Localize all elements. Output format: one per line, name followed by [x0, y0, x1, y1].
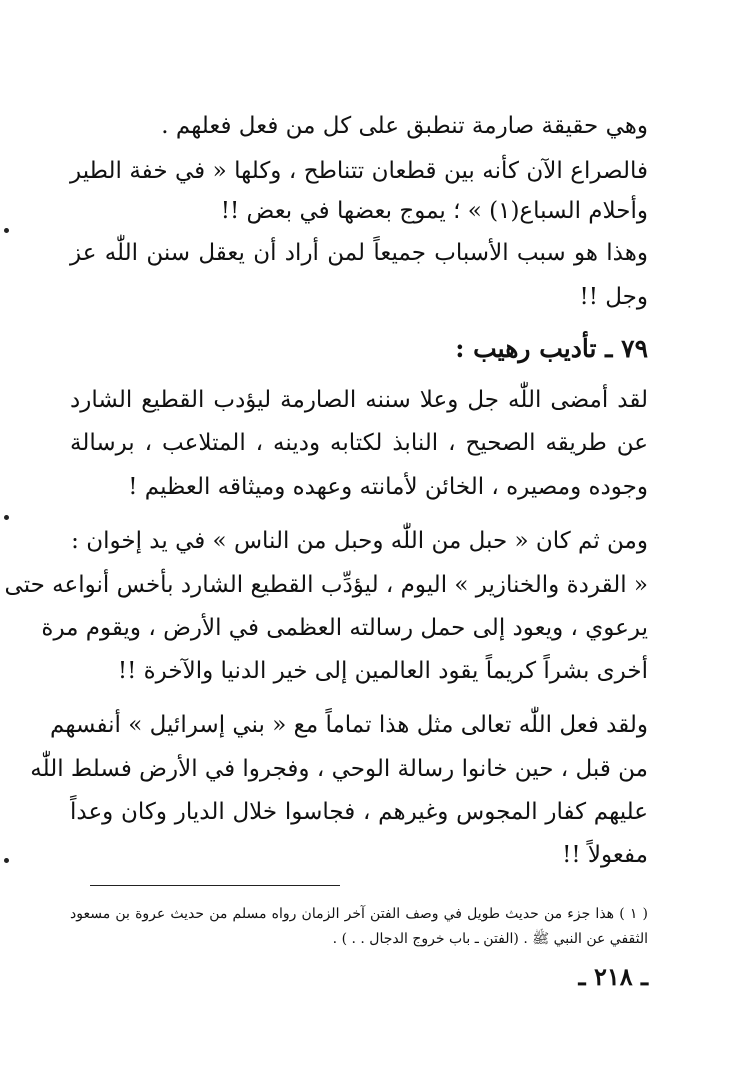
- body-line-5: وجل !!: [579, 284, 648, 310]
- body-line-1: وهي حقيقة صارمة تنطبق على كل من فعل فعلهم .: [161, 113, 648, 139]
- body-line-2: فالصراع الآن كأنه بين قطعان تتناطح ، وكلها « في خفة الطير: [70, 158, 648, 184]
- body-line-3: وأحلام السباع(١) » ؛ يموج بعضها في بعض !!: [220, 198, 648, 224]
- section-heading: ٧٩ ـ تأديب رهيب :: [455, 334, 648, 363]
- paragraph3-line-3: عليهم كفار المجوس وغيرهم ، فجاسوا خلال الديار وكان وعداً: [70, 799, 648, 825]
- paragraph3-line-1: ولقد فعل اللّٰه تعالى مثل هذا تماماً مع « بني إسرائيل » أنفسهم: [50, 712, 648, 738]
- scan-edge-mark: [4, 515, 9, 520]
- paragraph3-line-2: من قبل ، حين خانوا رسالة الوحي ، وفجروا في الأرض فسلط اللّٰه: [30, 756, 648, 782]
- paragraph2-line-2: « القردة والخنازير » اليوم ، ليؤدِّب القطيع الشارد بأخس أنواعه حتى: [4, 572, 648, 598]
- paragraph1-line-2: عن طريقه الصحيح ، النابذ لكتابه ودينه ، المتلاعب ، برسالة: [70, 430, 648, 456]
- paragraph1-line-1: لقد أمضى اللّٰه جل وعلا سننه الصارمة ليؤدب القطيع الشارد: [70, 387, 648, 413]
- scan-edge-mark: [4, 228, 9, 233]
- paragraph2-line-1: ومن ثم كان « حبل من اللّٰه وحبل من الناس » في يد إخوان :: [71, 528, 648, 554]
- body-line-4: وهذا هو سبب الأسباب جميعاً لمن أراد أن يعقل سنن اللّٰه عز: [70, 240, 648, 266]
- page-number: ـ ٢١٨ ـ: [578, 962, 648, 991]
- paragraph1-line-3: وجوده ومصيره ، الخائن لأمانته وعهده وميثاقه العظيم !: [128, 474, 648, 500]
- paragraph2-line-4: أخرى بشراً كريماً يقود العالمين إلى خير الدنيا والآخرة !!: [117, 658, 648, 684]
- paragraph2-line-3: يرعوي ، ويعود إلى حمل رسالته العظمى في الأرض ، ويقوم مرة: [41, 615, 648, 641]
- footnote-line-2: الثقفي عن النبي ﷺ . (الفتن ـ باب خروج الدجال . . ) .: [332, 931, 648, 947]
- scan-edge-mark: [4, 858, 9, 863]
- footnote-line-1: ( ١ ) هذا جزء من حديث طويل في وصف الفتن آخر الزمان رواه مسلم من حديث عروة بن مسعود: [70, 906, 648, 922]
- footnote-divider: [90, 885, 340, 886]
- paragraph3-line-4: مفعولاً !!: [562, 842, 648, 868]
